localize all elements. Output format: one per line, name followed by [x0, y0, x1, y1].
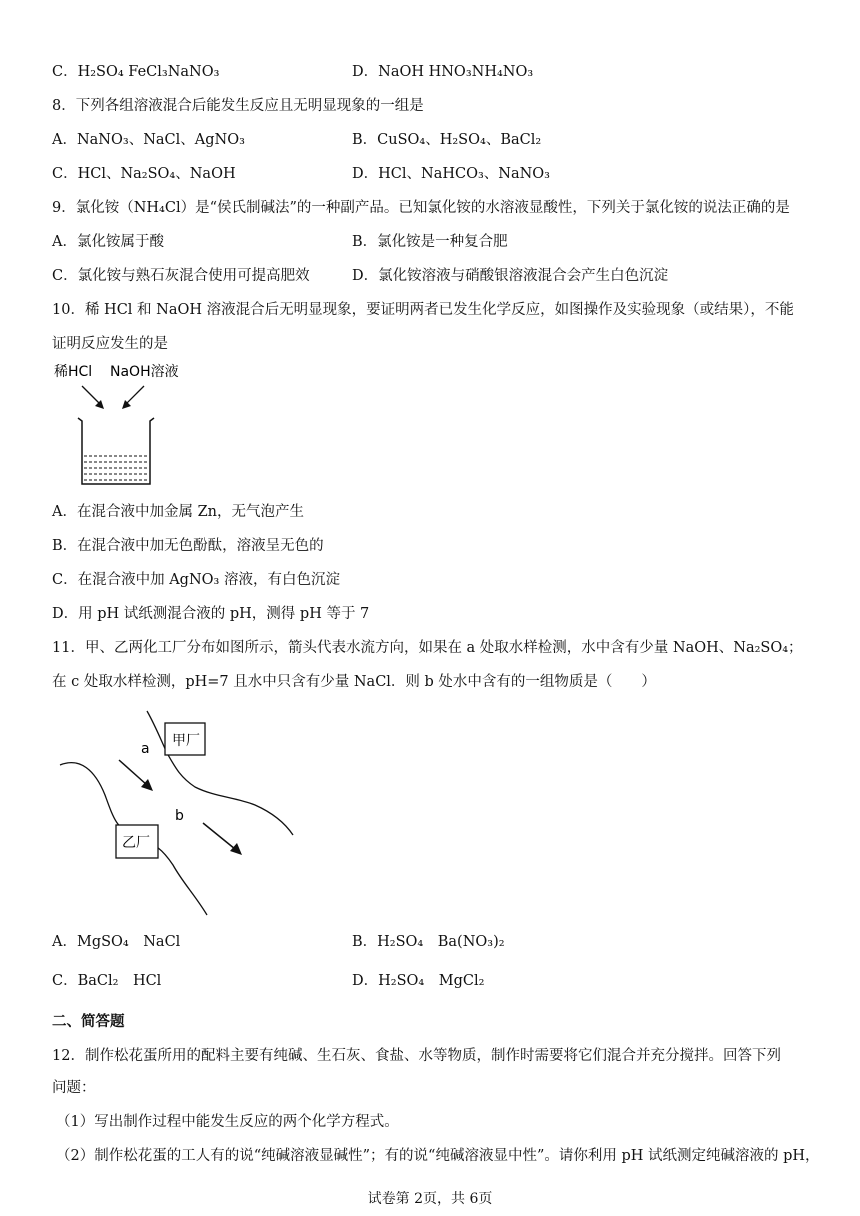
- q12-subquestion-2: （2）制作松花蛋的工人有的说“纯碱溶液显碱性”；有的说“纯碱溶液显中性”。请你利用 pH 试纸测定纯碱溶液的 pH，: [56, 1148, 820, 1164]
- q11-option-d: D．H₂SO₄ MgCl₂: [352, 973, 485, 989]
- q9-option-d: D．氯化铵溶液与硝酸银溶液混合会产生白色沉淀: [352, 268, 669, 284]
- q12-stem-line2: 问题：: [52, 1080, 96, 1096]
- q10-stem-line1: 10．稀 HCl 和 NaOH 溶液混合后无明显现象，要证明两者已发生化学反应，如图操作及实验现象（或结果），不能: [52, 302, 794, 318]
- q11-option-c: C．BaCl₂ HCl: [52, 973, 162, 989]
- beaker-figure: [52, 358, 202, 490]
- q9-option-b: B．氯化铵是一种复合肥: [352, 234, 508, 250]
- q7-option-d: D．NaOH HNO₃NH₄NO₃: [352, 64, 534, 80]
- q8-stem: 8．下列各组溶液混合后能发生反应且无明显现象的一组是: [52, 98, 424, 114]
- q10-option-b: B．在混合液中加无色酚酞，溶液呈无色的: [52, 538, 324, 554]
- page-footer: 试卷第 2页，共 6页: [367, 1191, 493, 1207]
- q10-option-c: C．在混合液中加 AgNO₃ 溶液，有白色沉淀: [52, 572, 340, 588]
- point-a-label: a: [141, 741, 150, 757]
- q11-option-b: B．H₂SO₄ Ba(NO₃)₂: [352, 934, 505, 950]
- beaker-icon: [78, 418, 154, 484]
- q9-option-a: A．氯化铵属于酸: [52, 234, 164, 250]
- q10-stem-line2: 证明反应发生的是: [52, 336, 168, 352]
- flow-arrow-icon: [203, 823, 242, 855]
- q10-option-a: A．在混合液中加金属 Zn，无气泡产生: [52, 504, 304, 520]
- left-arrow-icon: [82, 386, 104, 409]
- q11-stem-line2: 在 c 处取水样检测，pH=7 且水中只含有少量 NaCl．则 b 处水中含有的一组物质是（ ）: [52, 674, 656, 690]
- section-title: 二、简答题: [52, 1013, 125, 1030]
- q10-option-d: D．用 pH 试纸测混合液的 pH，测得 pH 等于 7: [52, 606, 370, 622]
- q7-option-c: C．H₂SO₄ FeCl₃NaNO₃: [52, 64, 220, 80]
- q12-stem-line1: 12．制作松花蛋所用的配料主要有纯碱、生石灰、食盐、水等物质，制作时需要将它们混合并充分搅拌。回答下列: [52, 1048, 781, 1064]
- q8-option-c: C．HCl、Na₂SO₄、NaOH: [52, 166, 236, 182]
- river-figure: [55, 705, 305, 920]
- factory-yi-box: [116, 825, 158, 858]
- q9-option-c: C．氯化铵与熟石灰混合使用可提高肥效: [52, 268, 310, 284]
- factory-yi-label: 乙厂: [122, 835, 150, 851]
- q9-stem: 9．氯化铵（NH₄Cl）是“侯氏制碱法”的一种副产品。已知氯化铵的水溶液显酸性，下列关于氯化铵的说法正确的是: [52, 200, 790, 216]
- factory-jia-box: [165, 723, 205, 755]
- right-arrow-icon: [122, 386, 144, 409]
- q11-stem-line1: 11．甲、乙两化工厂分布如图所示，箭头代表水流方向，如果在 a 处取水样检测，水中含有少量 NaOH、Na₂SO₄；: [52, 640, 803, 656]
- point-b-label: b: [175, 808, 184, 824]
- q11-option-a: A．MgSO₄ NaCl: [52, 934, 181, 950]
- flow-arrow-icon: [119, 760, 153, 791]
- fig-label-dilute-hcl: 稀HCl: [54, 364, 93, 380]
- q12-subquestion-1: （1）写出制作过程中能发生反应的两个化学方程式。: [56, 1114, 399, 1130]
- q8-option-b: B．CuSO₄、H₂SO₄、BaCl₂: [352, 132, 542, 148]
- factory-jia-label: 甲厂: [172, 733, 200, 749]
- q8-option-d: D．HCl、NaHCO₃、NaNO₃: [352, 166, 550, 182]
- fig-label-naoh: NaOH溶液: [110, 364, 179, 380]
- q8-option-a: A．NaNO₃、NaCl、AgNO₃: [52, 132, 245, 148]
